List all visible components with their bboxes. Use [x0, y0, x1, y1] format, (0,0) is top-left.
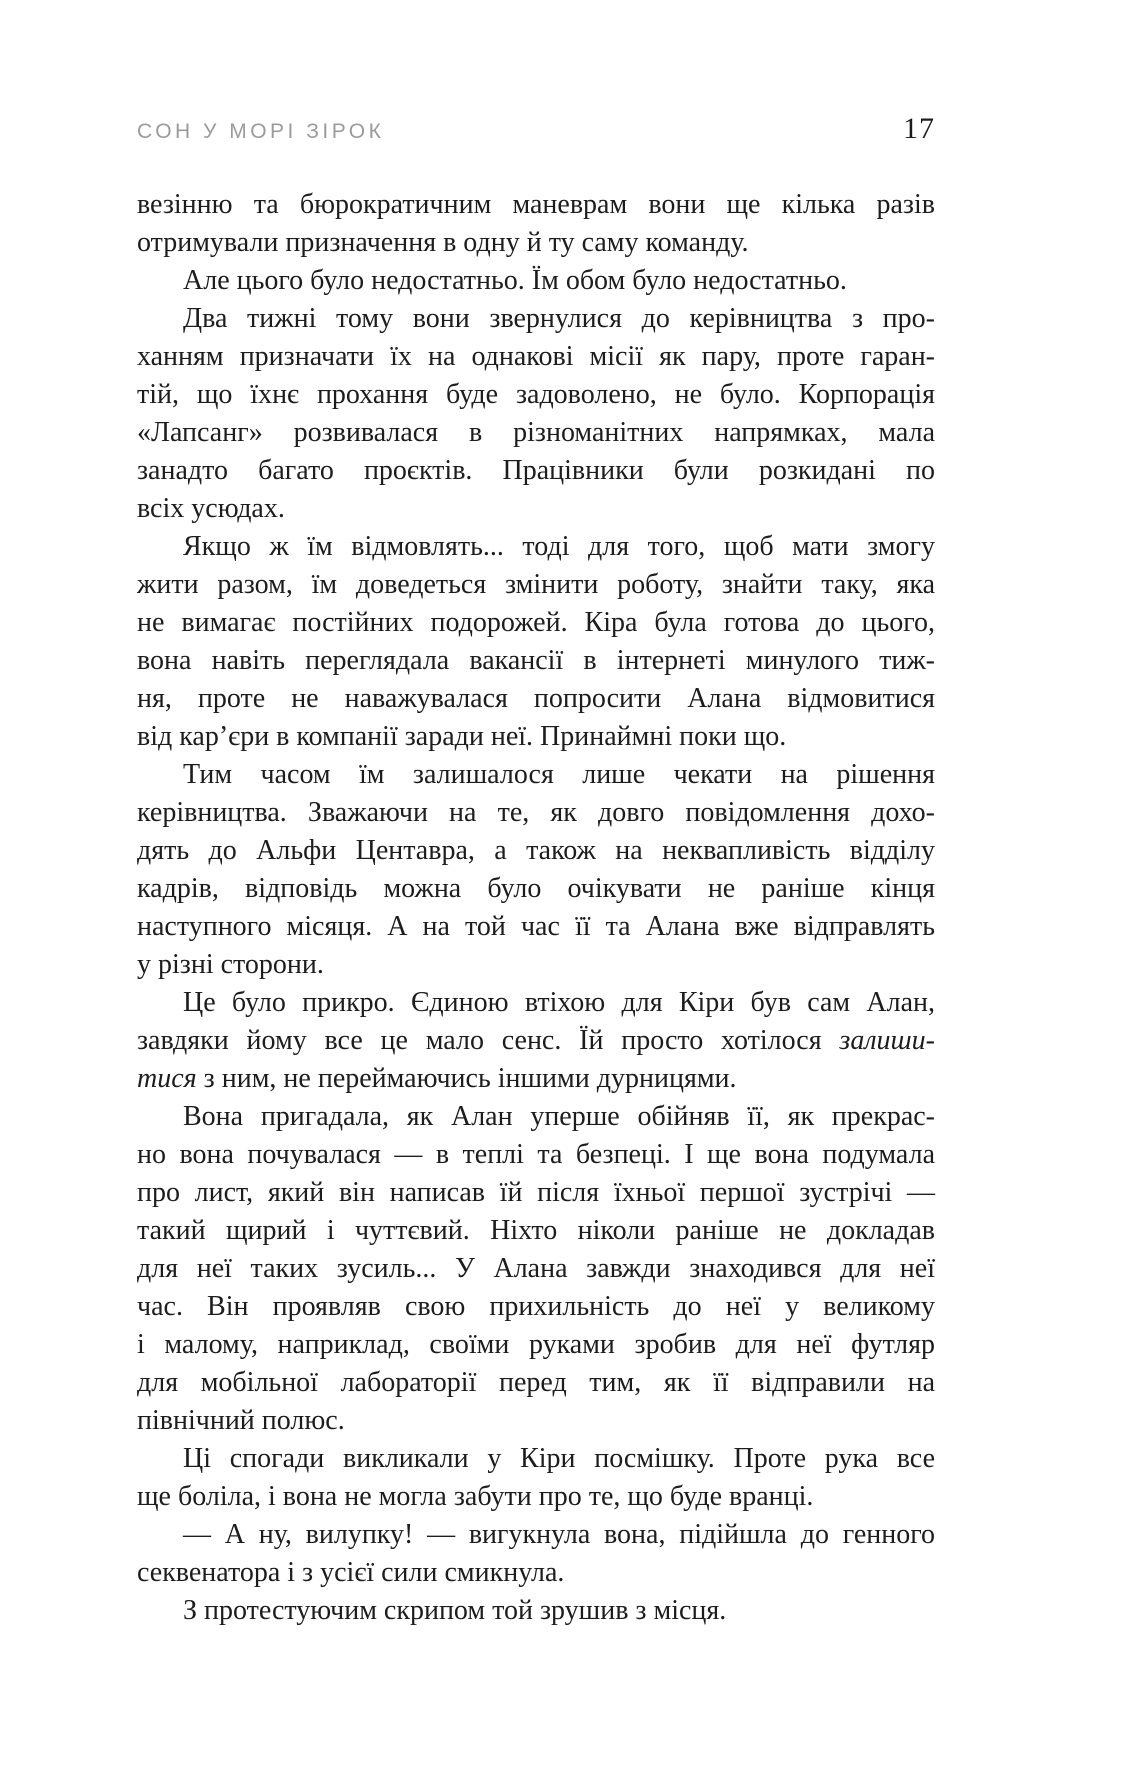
text-line: [137, 680, 935, 718]
text-line: [137, 1554, 935, 1592]
text-run: жити разом, їм доведеться змінити роботу, знайти таку, яка: [137, 569, 935, 600]
text-line: [137, 946, 935, 984]
paragraph: [137, 1592, 935, 1630]
paragraph: [137, 1516, 935, 1592]
text-line: [137, 756, 935, 794]
paragraph: [137, 300, 935, 528]
text-run: вона навіть переглядала вакансії в інтернеті минулого тиж-: [137, 645, 935, 676]
text-line: [137, 1250, 935, 1288]
text-run: секвенатора і з усієї сили смикнула.: [137, 1557, 565, 1588]
text-line: [137, 908, 935, 946]
paragraph: [137, 262, 935, 300]
text-run: З протестуючим скрипом той зрушив з місця.: [183, 1595, 727, 1626]
text-line: [137, 794, 935, 832]
text-run: з ним, не переймаючись іншими дурницями.: [196, 1063, 737, 1094]
text-line: [137, 528, 935, 566]
text-line: [137, 490, 935, 528]
text-line: [137, 642, 935, 680]
text-line: [137, 832, 935, 870]
text-block: [137, 186, 935, 1630]
page-number: 17: [903, 112, 935, 145]
text-run: керівництва. Зважаючи на те, як довго повідомлення дохо-: [137, 797, 935, 828]
text-run: такий щирий і чуттєвий. Ніхто ніколи раніше не докладав: [137, 1215, 935, 1246]
text-line: [137, 984, 935, 1022]
text-line: [137, 1516, 935, 1554]
italic-text-run: залиши-: [839, 1025, 935, 1056]
paragraph: [137, 756, 935, 984]
text-run: не вимагає постійних подорожей. Кіра була готова до цього,: [137, 607, 935, 638]
text-line: [137, 1402, 935, 1440]
text-run: у різні сторони.: [137, 949, 324, 980]
text-run: для мобільної лабораторії перед тим, як її відправили на: [137, 1367, 935, 1398]
text-line: [137, 376, 935, 414]
text-run: — А ну, вилупку! — вигукнула вона, підійшла до генного: [183, 1519, 935, 1550]
text-line: [137, 870, 935, 908]
text-line: [137, 300, 935, 338]
text-line: [137, 1326, 935, 1364]
text-run: Вона пригадала, як Алан уперше обійняв її, як прекрас-: [183, 1101, 935, 1132]
text-run: ще боліла, і вона не могла забути про те, що буде вранці.: [137, 1481, 814, 1512]
text-run: везінню та бюрократичним маневрам вони ще кілька разів: [137, 189, 935, 220]
text-run: но вона почувалася — в теплі та безпеці. І ще вона подумала: [137, 1139, 935, 1170]
text-run: Це було прикро. Єдиною втіхою для Кіри був сам Алан,: [183, 987, 935, 1018]
text-line: [137, 224, 935, 262]
text-run: північний полюс.: [137, 1405, 345, 1436]
text-run: про лист, який він написав їй після їхньої першої зустрічі —: [137, 1177, 935, 1208]
text-run: час. Він проявляв свою прихильність до неї у великому: [137, 1291, 935, 1322]
text-line: [137, 1440, 935, 1478]
text-line: [137, 1174, 935, 1212]
text-line: [137, 1592, 935, 1630]
text-line: [137, 566, 935, 604]
paragraph: [137, 1440, 935, 1516]
text-run: ня, проте не наважувалася попросити Алана відмовитися: [137, 683, 935, 714]
text-run: дять до Альфи Центавра, а також на неквапливість відділу: [137, 835, 935, 866]
text-run: ханням призначати їх на однакові місії як пару, проте гаран-: [137, 341, 935, 372]
text-line: [137, 1478, 935, 1516]
text-line: [137, 186, 935, 224]
text-run: тій, що їхнє прохання буде задоволено, не було. Корпорація: [137, 379, 935, 410]
text-line: [137, 718, 935, 756]
text-run: всіх усюдах.: [137, 493, 285, 524]
text-run: Тим часом їм залишалося лише чекати на рішення: [183, 759, 935, 790]
text-line: [137, 604, 935, 642]
text-line: [137, 338, 935, 376]
text-run: Ці спогади викликали у Кіри посмішку. Проте рука все: [183, 1443, 935, 1474]
text-line: [137, 1212, 935, 1250]
paragraph: [137, 186, 935, 262]
text-line: [137, 1364, 935, 1402]
paragraph: [137, 984, 935, 1098]
text-run: «Лапсанг» розвивалася в різноманітних напрямках, мала: [137, 417, 935, 448]
text-run: від кар’єри в компанії заради неї. Принаймні поки що.: [137, 721, 787, 752]
text-run: завдяки йому все це мало сенс. Їй просто хотілося: [137, 1025, 840, 1056]
text-run: Якщо ж їм відмовлять... тоді для того, щоб мати змогу: [183, 531, 935, 562]
text-run: занадто багато проєктів. Працівники були розкидані по: [137, 455, 935, 486]
text-line: [137, 414, 935, 452]
text-line: [137, 1098, 935, 1136]
running-title: СОН У МОРІ ЗІРОК: [137, 120, 385, 143]
text-line: [137, 452, 935, 490]
paragraph: [137, 528, 935, 756]
text-run: кадрів, відповідь можна було очікувати не раніше кінця: [137, 873, 935, 904]
text-run: і малому, наприклад, своїми руками зробив для неї футляр: [137, 1329, 935, 1360]
text-run: наступного місяця. А на той час її та Алана вже відправлять: [137, 911, 935, 942]
running-header: [137, 112, 935, 146]
italic-text-run: тися: [137, 1063, 197, 1094]
text-line: [137, 262, 935, 300]
text-line: [137, 1060, 935, 1098]
text-run: Але цього було недостатньо. Їм обом було недостатньо.: [183, 265, 847, 296]
text-run: отримували призначення в одну й ту саму команду.: [137, 227, 749, 258]
text-run: для неї таких зусиль... У Алана завжди знаходився для неї: [137, 1253, 935, 1284]
text-line: [137, 1136, 935, 1174]
text-line: [137, 1288, 935, 1326]
text-run: Два тижні тому вони звернулися до керівництва з про-: [183, 303, 935, 334]
text-line: [137, 1022, 935, 1060]
paragraph: [137, 1098, 935, 1440]
